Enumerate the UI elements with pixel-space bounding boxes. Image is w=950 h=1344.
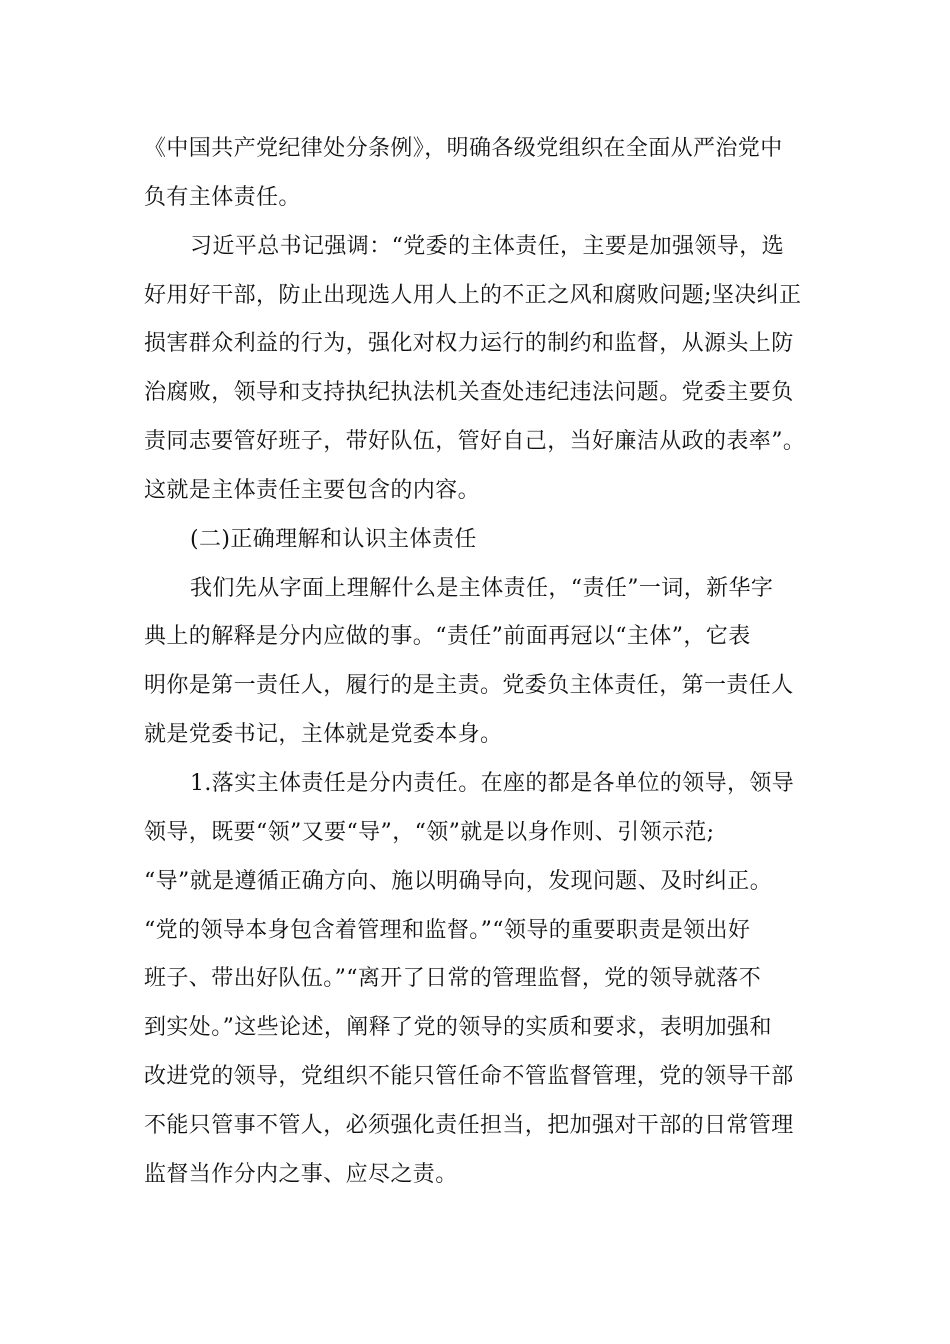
text-line: 监督当作分内之事、应尽之责。	[144, 1161, 458, 1187]
text-line: 不能只管事不管人，必须强化责任担当，把加强对干部的日常管理	[144, 1112, 794, 1138]
text-line: 到实处。”这些论述，阐释了党的领导的实质和要求，表明加强和	[144, 1015, 772, 1041]
text-line: 明你是第一责任人，履行的是主责。党委负主体责任，第一责任人	[144, 673, 794, 699]
text-line: 这就是主体责任主要包含的内容。	[144, 477, 481, 503]
text-line: 班子、带出好队伍。”“离开了日常的管理监督，党的领导就落不	[144, 966, 762, 992]
text-line: 责同志要管好班子，带好队伍，管好自己，当好廉洁从政的表率”。	[144, 429, 806, 455]
text-line: “导”就是遵循正确方向、施以明确导向，发现问题、及时纠正。	[144, 868, 773, 894]
section-heading: (二)正确理解和认识主体责任	[190, 526, 477, 552]
text-line: 治腐败，领导和支持执纪执法机关查处违纪违法问题。党委主要负	[144, 380, 794, 406]
text-line: “党的领导本身包含着管理和监督。”“领导的重要职责是领出好	[144, 917, 751, 943]
text-line: 典上的解释是分内应做的事。“责任”前面再冠以“主体”，它表	[144, 624, 751, 650]
paragraph-start-line: 我们先从字面上理解什么是主体责任，“责任”一词，新华字	[190, 575, 774, 601]
text-line: 好用好干部，防止出现选人用人上的不正之风和腐败问题;坚决纠正	[144, 282, 802, 308]
text-line: 改进党的领导，党组织不能只管任命不管监督管理，党的领导干部	[144, 1064, 794, 1090]
paragraph-start-line: 1.落实主体责任是分内责任。在座的都是各单位的领导，领导	[190, 770, 795, 796]
text-line: 损害群众利益的行为，强化对权力运行的制约和监督，从源头上防	[144, 331, 794, 357]
text-line: 领导，既要“领”又要“导”，“领”就是以身作则、引领示范;	[144, 819, 715, 845]
text-line: 负有主体责任。	[144, 184, 301, 210]
document-body	[144, 125, 808, 1200]
text-line: 就是党委书记，主体就是党委本身。	[144, 722, 503, 748]
paragraph-start-line: 习近平总书记强调：“党委的主体责任，主要是加强领导，选	[190, 233, 785, 259]
text-line: 《中国共产党纪律处分条例》，明确各级党组织在全面从严治党中	[144, 136, 783, 161]
